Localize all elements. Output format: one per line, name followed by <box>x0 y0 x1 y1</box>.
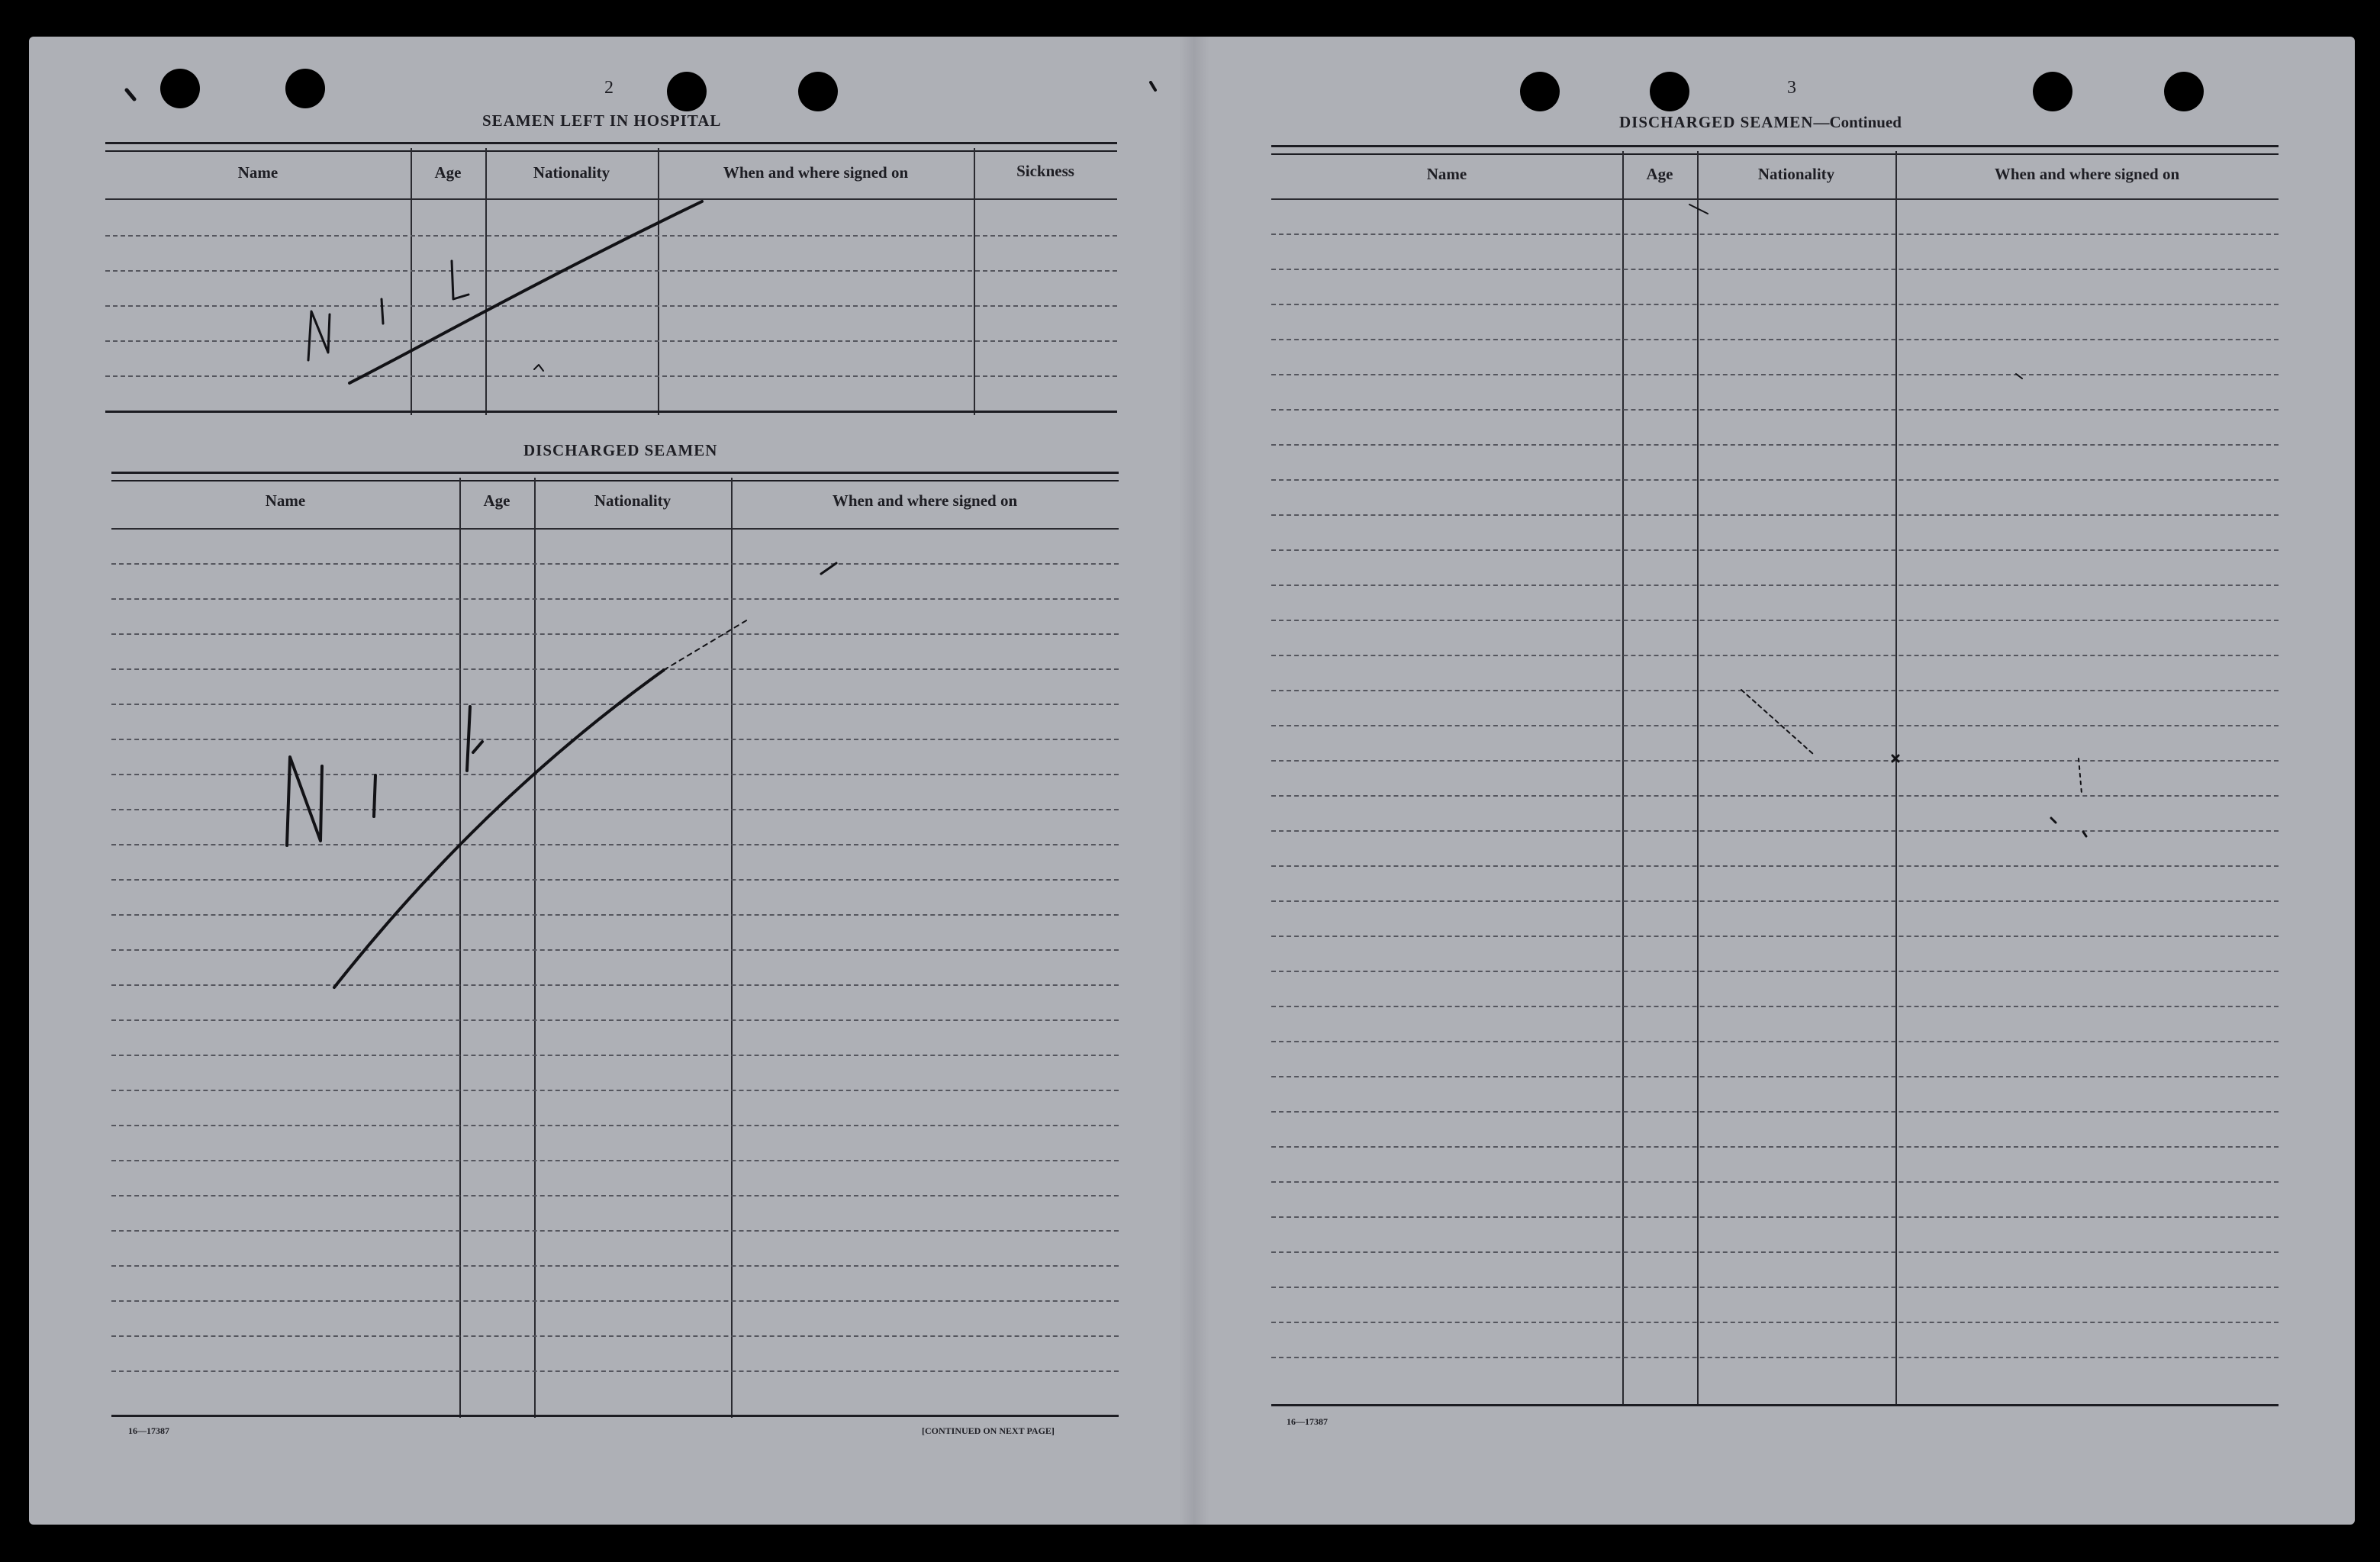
column-header-age: Age <box>1646 165 1673 183</box>
strike-line <box>349 201 702 383</box>
strike-line <box>334 670 664 987</box>
ink-mark <box>2079 758 2082 794</box>
ink-mark <box>1741 690 1813 754</box>
handwritten-nil-l <box>467 707 482 771</box>
ink-mark <box>127 90 134 99</box>
handwritten-nil-l <box>452 261 469 299</box>
ink-mark <box>1892 755 1899 762</box>
ink-mark <box>821 563 836 574</box>
continued-note: [CONTINUED ON NEXT PAGE] <box>922 1425 1055 1436</box>
column-header-nationality: Nationality <box>594 491 671 510</box>
ink-mark <box>1151 82 1155 90</box>
ink-mark <box>534 365 543 371</box>
form-number: 16—17387 <box>1287 1416 1328 1427</box>
continued-suffix: —Continued <box>1813 113 1902 131</box>
handwritten-nil-n <box>308 311 330 360</box>
discharged-section-title: DISCHARGED SEAMEN <box>523 441 718 459</box>
ink-mark <box>1689 205 1708 214</box>
column-header-name: Name <box>237 163 279 182</box>
ink-mark <box>2051 818 2086 836</box>
column-header-signed-on: When and where signed on <box>1994 165 2180 183</box>
column-header-nationality: Nationality <box>1757 165 1835 183</box>
handwritten-nil-i <box>374 775 375 816</box>
ink-mark <box>2016 374 2022 378</box>
column-header-age: Age <box>434 163 462 182</box>
handwritten-nil-n <box>287 757 322 845</box>
discharged-title-main: DISCHARGED SEAMEN <box>1619 113 1814 131</box>
page-number: 2 <box>604 78 614 98</box>
column-header-name: Name <box>265 491 306 510</box>
column-header-signed-on: When and where signed on <box>832 491 1018 510</box>
hospital-section-title: SEAMEN LEFT IN HOSPITAL <box>482 111 722 130</box>
page-number: 3 <box>1787 78 1796 98</box>
column-header-name: Name <box>1426 165 1467 183</box>
handwritten-nil-i <box>382 299 383 324</box>
form-number: 16—17387 <box>128 1425 169 1436</box>
column-header-age: Age <box>483 491 510 510</box>
column-header-nationality: Nationality <box>533 163 610 182</box>
strike-line-faint <box>664 620 748 670</box>
column-header-sickness: Sickness <box>1016 162 1074 180</box>
column-header-signed-on: When and where signed on <box>723 163 909 182</box>
